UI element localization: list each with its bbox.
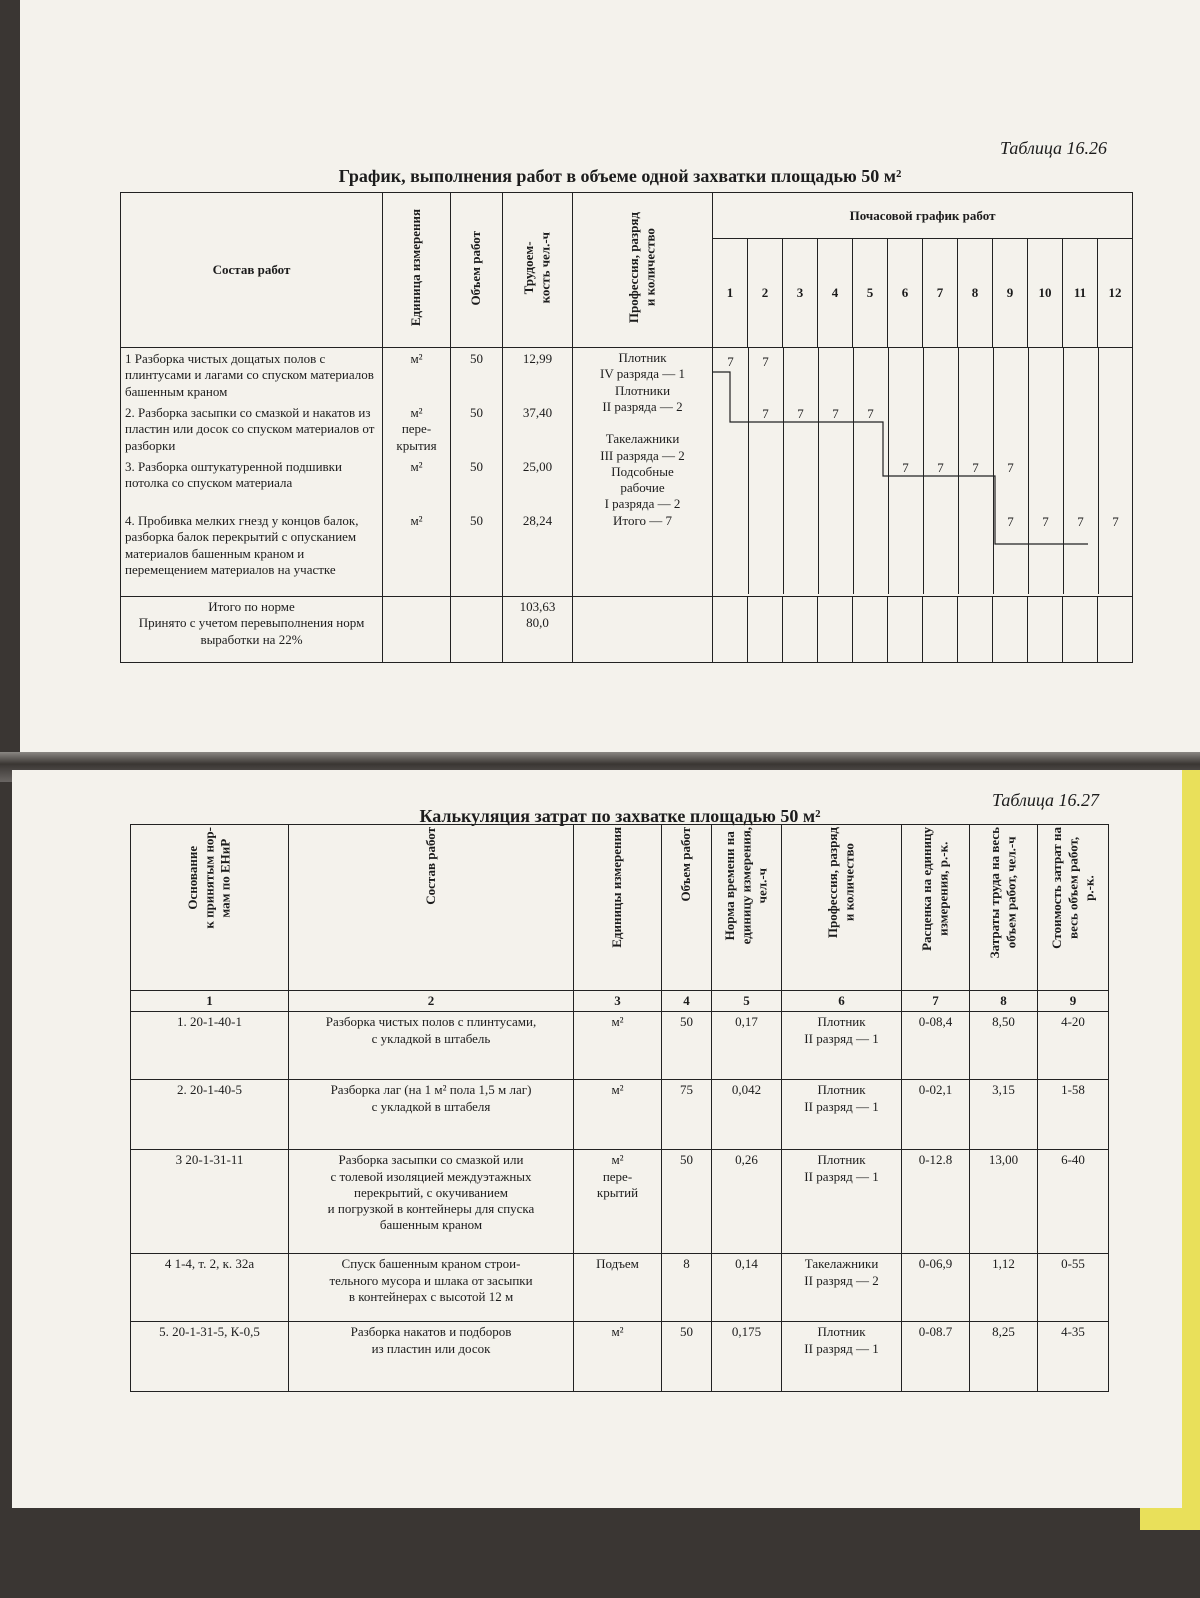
t2-header: Объем работ — [662, 825, 712, 991]
t2-cell: 0-08.7 — [902, 1322, 970, 1392]
t1-hour: 9 — [993, 239, 1028, 348]
t1-gantt-mark: 7 — [762, 406, 769, 421]
t2-col-number: 8 — [970, 991, 1038, 1012]
t1-works-cell — [121, 348, 383, 597]
t2-cell: м² — [574, 1322, 662, 1392]
t1-header-schedule: Почасовой график работ — [713, 193, 1133, 239]
table-row — [131, 1150, 1109, 1254]
t2-cell: 3 20-1-31-11 — [131, 1150, 289, 1254]
t1-gantt-divider — [993, 348, 994, 594]
t2-cell: 0,042 — [712, 1080, 782, 1150]
t1-gantt — [713, 348, 1133, 597]
t1-units-cell — [383, 348, 451, 597]
t2-header: Профессия, разряд и количество — [782, 825, 902, 991]
t2-col-number: 4 — [662, 991, 712, 1012]
t2-cell: 1,12 — [970, 1254, 1038, 1322]
t1-gantt-divider — [1063, 348, 1064, 594]
t1-gantt-mark: 7 — [937, 460, 944, 475]
t2-cell: Плотник II разряд — 1 — [782, 1012, 902, 1080]
t2-cell: 50 — [662, 1012, 712, 1080]
t2-cell: 0,175 — [712, 1322, 782, 1392]
t2-cell: 4-35 — [1038, 1322, 1109, 1392]
t1-hour: 7 — [923, 239, 958, 348]
t1-gantt-mark: 7 — [832, 406, 839, 421]
t1-work-item: 2. Разборка засыпки со смазкой и накатов из пластин или досок со спуском материалов от разборки — [125, 405, 375, 453]
t1-gantt-divider — [748, 348, 749, 594]
t2-cell: Такелажники II разряд — 2 — [782, 1254, 902, 1322]
t1-gantt-mark: 7 — [1007, 514, 1014, 529]
t2-cell: 0-12.8 — [902, 1150, 970, 1254]
table2 — [130, 824, 1109, 1392]
t2-cell: 6-40 — [1038, 1150, 1109, 1254]
t2-cell: 0,17 — [712, 1012, 782, 1080]
t2-cell: 5. 20-1-31-5, К-0,5 — [131, 1322, 289, 1392]
t2-cell: 8 — [662, 1254, 712, 1322]
t2-cell: 50 — [662, 1150, 712, 1254]
t2-cell: 3,15 — [970, 1080, 1038, 1150]
t1-unit: м² пере- крытия — [396, 405, 437, 453]
t2-cell: Плотник II разряд — 1 — [782, 1322, 902, 1392]
t2-col-number: 7 — [902, 991, 970, 1012]
t1-gantt-mark: 7 — [1077, 514, 1084, 529]
t1-volumes-cell — [451, 348, 503, 597]
t1-gantt-mark: 7 — [797, 406, 804, 421]
t1-header-volume: Объем работ — [451, 193, 503, 348]
t1-labor-cell — [503, 348, 573, 597]
t2-cell: 0-08,4 — [902, 1012, 970, 1080]
t2-cell: Разборка накатов и подборов из пластин или досок — [289, 1322, 574, 1392]
t1-gantt-divider — [958, 348, 959, 594]
table-row — [131, 1080, 1109, 1150]
t1-hour: 8 — [958, 239, 993, 348]
t1-gantt-mark: 7 — [1112, 514, 1119, 529]
table2-caption: Таблица 16.27 — [992, 790, 1100, 810]
t1-gantt-mark: 7 — [867, 406, 874, 421]
t1-gantt-mark: 7 — [1042, 514, 1049, 529]
t2-col-number: 6 — [782, 991, 902, 1012]
t1-gantt-divider — [818, 348, 819, 594]
table1-title: График, выполнения работ в объеме одной захватки площадью 50 м² — [338, 166, 902, 186]
t2-cell: Подъем — [574, 1254, 662, 1322]
t2-cell: 8,25 — [970, 1322, 1038, 1392]
t2-cell: 0,14 — [712, 1254, 782, 1322]
t1-hour: 3 — [783, 239, 818, 348]
t2-header: Единицы измерения — [574, 825, 662, 991]
t1-hour: 11 — [1063, 239, 1098, 348]
t2-cell: 8,50 — [970, 1012, 1038, 1080]
table2-title: Калькуляция затрат по захватке площадью 50 м² — [419, 806, 821, 826]
t1-gantt-mark: 7 — [902, 460, 909, 475]
t1-hour: 12 — [1098, 239, 1133, 348]
t1-labor: 28,24 — [522, 513, 553, 528]
t2-cell: 0-06,9 — [902, 1254, 970, 1322]
t2-header: Состав работ — [289, 825, 574, 991]
t2-cell: 50 — [662, 1322, 712, 1392]
t1-labor: 37,40 — [522, 405, 553, 420]
t2-cell: 75 — [662, 1080, 712, 1150]
t1-professions: Плотник IV разряда — 1 Плотники II разряда — 2 Такелажники III разряда — 2 Подсобные рабочие I разряда — 2 Итого — 7 — [573, 348, 713, 597]
t1-gantt-mark: 7 — [972, 460, 979, 475]
t2-header: Стоимость затрат на весь объем работ, р.-к. — [1038, 825, 1109, 991]
t2-col-number: 5 — [712, 991, 782, 1012]
t1-gantt-divider — [888, 348, 889, 594]
t2-cell: 0,26 — [712, 1150, 782, 1254]
t2-col-number: 2 — [289, 991, 574, 1012]
table1 — [120, 192, 1133, 663]
t1-total-label: Итого по норме Принято с учетом перевыполнения норм выработки на 22% — [121, 597, 383, 663]
t1-work-item: 3. Разборка оштукатуренной подшивки потолка со спуском материала — [125, 459, 342, 491]
t1-gantt-grid — [713, 348, 1133, 594]
t1-labor: 25,00 — [522, 459, 553, 474]
t2-body — [131, 1012, 1109, 1392]
t1-volume: 50 — [470, 405, 483, 420]
t2-cell: 1. 20-1-40-1 — [131, 1012, 289, 1080]
t1-header-labor: Трудоем- кость чел.-ч — [503, 193, 573, 348]
table-row — [131, 1012, 1109, 1080]
t2-header: Основание к принятым нор- мам по ЕНиР — [131, 825, 289, 991]
t2-col-number: 1 — [131, 991, 289, 1012]
t1-gantt-divider — [923, 348, 924, 594]
t1-hour: 10 — [1028, 239, 1063, 348]
t2-cell: Разборка засыпки со смазкой или с толевой изоляцией междуэтажных перекрытий, с окучиванием и погрузкой в контейнеры для спуска башенным краном — [289, 1150, 574, 1254]
t1-total-values: 103,63 80,0 — [503, 597, 573, 663]
t1-hour: 2 — [748, 239, 783, 348]
t1-hour: 5 — [853, 239, 888, 348]
t1-gantt-mark: 7 — [727, 354, 734, 369]
t1-hour: 6 — [888, 239, 923, 348]
t1-gantt-divider — [1028, 348, 1029, 594]
t1-labor: 12,99 — [522, 351, 553, 366]
t1-volume: 50 — [470, 513, 483, 528]
t2-cell: Разборка чистых полов с плинтусами, с укладкой в штабель — [289, 1012, 574, 1080]
t2-cell: м² — [574, 1012, 662, 1080]
t2-cell: 13,00 — [970, 1150, 1038, 1254]
t2-cell: Разборка лаг (на 1 м² пола 1,5 м лаг) с укладкой в штабеля — [289, 1080, 574, 1150]
table1-caption: Таблица 16.26 — [1000, 138, 1108, 158]
t2-cell: Плотник II разряд — 1 — [782, 1080, 902, 1150]
t2-cell: м² — [574, 1080, 662, 1150]
t2-cell: 1-58 — [1038, 1080, 1109, 1150]
t1-work-item: 1 Разборка чистых дощатых полов с плинтусами и лагами со спуском материалов башенным краном — [125, 351, 374, 399]
t2-header: Расценка на единицу измерения, р.-к. — [902, 825, 970, 991]
t2-cell: Спуск башенным краном строи- тельного мусора и шлака от засыпки в контейнерах с высотой 12 м — [289, 1254, 574, 1322]
t1-hour: 1 — [713, 239, 748, 348]
t1-gantt-divider — [853, 348, 854, 594]
t1-unit: м² — [410, 513, 423, 528]
t2-cell: м² пере- крытий — [574, 1150, 662, 1254]
t2-header: Затраты труда на весь объем работ, чел.-ч — [970, 825, 1038, 991]
t1-gantt-mark: 7 — [1007, 460, 1014, 475]
t2-header: Норма времени на единицу измерения, чел.-ч — [712, 825, 782, 991]
t1-gantt-divider — [783, 348, 784, 594]
t1-work-item: 4. Пробивка мелких гнезд у концов балок, разборка балок перекрытий с опусканием материалов башенным краном и перемещением материалов на участке — [125, 513, 359, 577]
t1-gantt-divider — [1098, 348, 1099, 594]
t1-header-unit: Единица измерения — [383, 193, 451, 348]
t1-unit: м² — [410, 459, 423, 474]
t1-volume: 50 — [470, 351, 483, 366]
t2-col-number: 9 — [1038, 991, 1109, 1012]
t1-unit: м² — [410, 351, 423, 366]
t1-gantt-mark: 7 — [762, 354, 769, 369]
t2-col-number: 3 — [574, 991, 662, 1012]
t1-header-work: Состав работ — [121, 193, 383, 348]
t2-cell: Плотник II разряд — 1 — [782, 1150, 902, 1254]
table-row — [131, 1322, 1109, 1392]
t1-hour: 4 — [818, 239, 853, 348]
t1-header-profession: Профессия, разряд и количество — [573, 193, 713, 348]
t2-cell: 4 1-4, т. 2, к. 32а — [131, 1254, 289, 1322]
t2-cell: 0-55 — [1038, 1254, 1109, 1322]
t2-cell: 2. 20-1-40-5 — [131, 1080, 289, 1150]
t1-volume: 50 — [470, 459, 483, 474]
t2-cell: 4-20 — [1038, 1012, 1109, 1080]
t2-cell: 0-02,1 — [902, 1080, 970, 1150]
table-row — [131, 1254, 1109, 1322]
